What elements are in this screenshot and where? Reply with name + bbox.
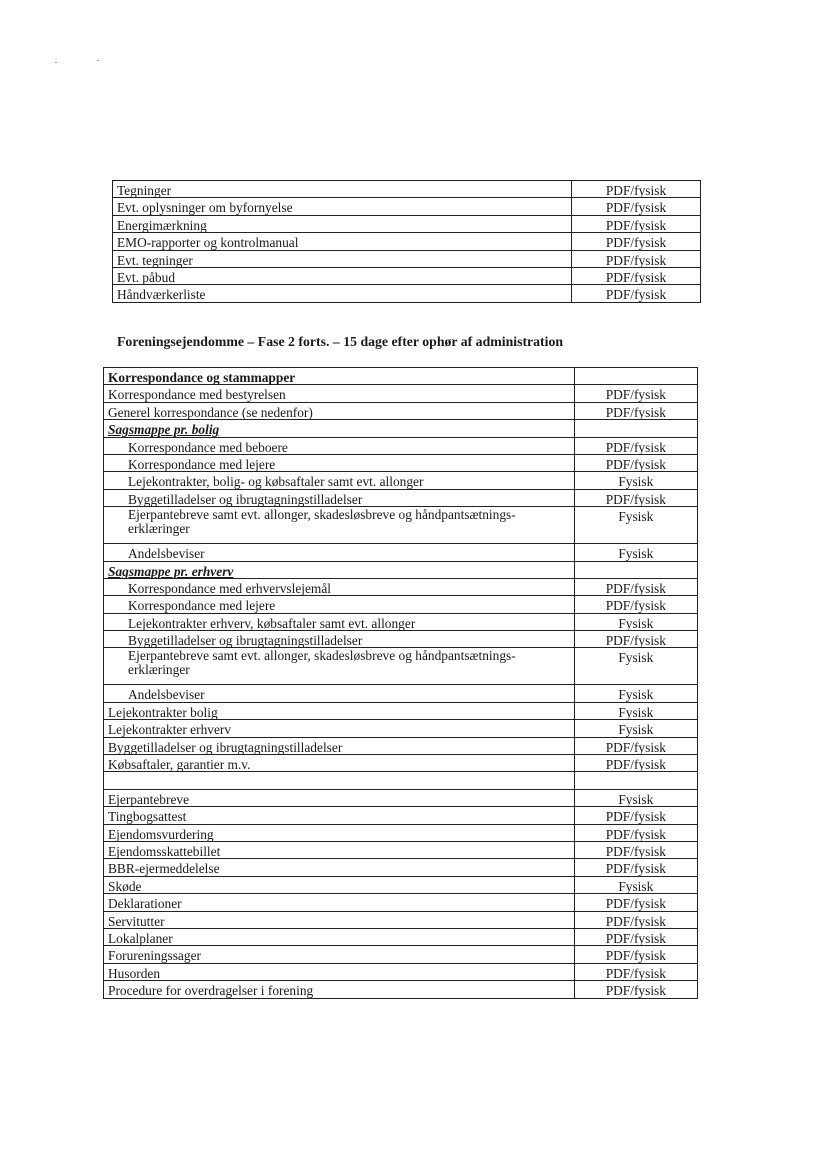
item-cell: Korrespondance med beboere xyxy=(104,437,575,454)
format-cell: PDF/fysisk xyxy=(574,928,697,945)
format-cell: PDF/fysisk xyxy=(574,489,697,506)
format-cell: Fysisk xyxy=(574,702,697,719)
item-cell: Generel korrespondance (se nedenfor) xyxy=(104,402,575,419)
format-cell: PDF/fysisk xyxy=(574,631,697,648)
item-cell: Lejekontrakter bolig xyxy=(104,702,575,719)
format-cell: Fysisk xyxy=(574,720,697,737)
item-cell: Byggetilladelser og ibrugtagningstilladelser xyxy=(104,489,575,506)
table-row xyxy=(104,596,698,613)
table-row xyxy=(104,841,698,858)
table-row xyxy=(104,981,698,998)
table-row xyxy=(104,454,698,471)
table-row xyxy=(104,544,698,561)
item-cell: Andelsbeviser xyxy=(104,685,575,702)
table-row xyxy=(113,233,701,250)
table-row xyxy=(104,824,698,841)
table-row xyxy=(104,911,698,928)
item-cell: Energimærkning xyxy=(113,215,572,232)
table-row xyxy=(104,561,698,578)
item-cell: Servitutter xyxy=(104,911,575,928)
format-cell: Fysisk xyxy=(574,685,697,702)
item-cell: Lejekontrakter erhverv, købsaftaler samt evt. allonger xyxy=(104,613,575,630)
format-cell: PDF/fysisk xyxy=(574,578,697,595)
item-cell: Tegninger xyxy=(113,181,572,198)
format-cell: Fysisk xyxy=(574,789,697,806)
format-cell: PDF/fysisk xyxy=(572,233,701,250)
format-cell: PDF/fysisk xyxy=(574,911,697,928)
format-cell: PDF/fysisk xyxy=(574,963,697,980)
table-row xyxy=(104,489,698,506)
item-cell: Byggetilladelser og ibrugtagningstilladelser xyxy=(104,631,575,648)
format-cell: Fysisk xyxy=(574,472,697,489)
table-row xyxy=(104,368,698,385)
format-cell: PDF/fysisk xyxy=(574,824,697,841)
table-row xyxy=(104,755,698,772)
format-cell: PDF/fysisk xyxy=(572,181,701,198)
format-cell: PDF/fysisk xyxy=(572,198,701,215)
table-row xyxy=(104,894,698,911)
format-cell: PDF/fysisk xyxy=(574,385,697,402)
format-cell: PDF/fysisk xyxy=(574,894,697,911)
format-cell: PDF/fysisk xyxy=(574,437,697,454)
table-row xyxy=(104,648,698,685)
scan-speck xyxy=(97,60,99,61)
item-cell: Korrespondance med bestyrelsen xyxy=(104,385,575,402)
format-cell: PDF/fysisk xyxy=(574,807,697,824)
group-heading: Korrespondance og stammapper xyxy=(104,368,575,385)
format-cell: Fysisk xyxy=(574,544,697,561)
scan-speck xyxy=(55,62,57,63)
item-cell: Lejekontrakter, bolig- og købsaftaler samt evt. allonger xyxy=(104,472,575,489)
table-row xyxy=(104,472,698,489)
item-cell: Husorden xyxy=(104,963,575,980)
format-cell: PDF/fysisk xyxy=(574,402,697,419)
table-row xyxy=(104,420,698,437)
format-cell: PDF/fysisk xyxy=(574,454,697,471)
item-cell: Håndværkerliste xyxy=(113,285,572,302)
table-row xyxy=(104,789,698,806)
table-row xyxy=(104,859,698,876)
format-cell xyxy=(574,561,697,578)
item-cell: Deklarationer xyxy=(104,894,575,911)
item-cell: Lokalplaner xyxy=(104,928,575,945)
item-cell: Evt. påbud xyxy=(113,267,572,284)
item-cell: Ejendomsskattebillet xyxy=(104,841,575,858)
item-cell: Ejerpantebreve samt evt. allonger, skadesløsbreve og håndpantsætnings-erklæringer xyxy=(104,507,575,544)
format-cell: PDF/fysisk xyxy=(574,596,697,613)
table-row xyxy=(104,702,698,719)
item-cell xyxy=(104,772,575,789)
format-cell: PDF/fysisk xyxy=(572,215,701,232)
item-cell: Ejerpantebreve samt evt. allonger, skadesløsbreve og håndpantsætnings-erklæringer xyxy=(104,648,575,685)
format-cell: PDF/fysisk xyxy=(574,859,697,876)
format-cell: PDF/fysisk xyxy=(574,737,697,754)
item-cell: Tingbogsattest xyxy=(104,807,575,824)
section-title: Foreningsejendomme – Fase 2 forts. – 15 dage efter ophør af administration xyxy=(117,334,564,349)
format-cell: Fysisk xyxy=(574,876,697,893)
table-row xyxy=(104,876,698,893)
item-cell: Evt. oplysninger om byfornyelse xyxy=(113,198,572,215)
table-row xyxy=(113,250,701,267)
format-cell: PDF/fysisk xyxy=(572,250,701,267)
format-cell xyxy=(574,368,697,385)
item-cell: Korrespondance med erhvervslejemål xyxy=(104,578,575,595)
item-cell: Ejendomsvurdering xyxy=(104,824,575,841)
item-cell: Ejerpantebreve xyxy=(104,789,575,806)
table-row xyxy=(104,613,698,630)
format-cell: PDF/fysisk xyxy=(574,755,697,772)
table-row xyxy=(104,402,698,419)
table-row xyxy=(104,437,698,454)
documents-table-1 xyxy=(112,180,701,303)
table-row xyxy=(104,385,698,402)
item-cell: BBR-ejermeddelelse xyxy=(104,859,575,876)
format-cell: PDF/fysisk xyxy=(574,841,697,858)
item-cell: Andelsbeviser xyxy=(104,544,575,561)
table-row xyxy=(104,720,698,737)
table-row xyxy=(104,807,698,824)
format-cell: Fysisk xyxy=(574,613,697,630)
table-row xyxy=(104,928,698,945)
table-row xyxy=(104,685,698,702)
table-row xyxy=(113,267,701,284)
format-cell: PDF/fysisk xyxy=(572,267,701,284)
table-row xyxy=(113,198,701,215)
subsection-heading: Sagsmappe pr. bolig xyxy=(104,420,575,437)
format-cell: Fysisk xyxy=(574,648,697,685)
table-row-empty xyxy=(104,772,698,789)
table-row xyxy=(113,181,701,198)
table-row xyxy=(113,285,701,302)
format-cell xyxy=(574,772,697,789)
format-cell: Fysisk xyxy=(574,507,697,544)
table-row xyxy=(104,963,698,980)
item-cell: Korrespondance med lejere xyxy=(104,596,575,613)
table-row xyxy=(104,737,698,754)
item-cell: EMO-rapporter og kontrolmanual xyxy=(113,233,572,250)
format-cell: PDF/fysisk xyxy=(574,981,697,998)
item-cell: Byggetilladelser og ibrugtagningstilladelser xyxy=(104,737,575,754)
format-cell: PDF/fysisk xyxy=(574,946,697,963)
table-row xyxy=(104,578,698,595)
subsection-heading: Sagsmappe pr. erhverv xyxy=(104,561,575,578)
table-row xyxy=(104,946,698,963)
item-cell: Lejekontrakter erhverv xyxy=(104,720,575,737)
format-cell: PDF/fysisk xyxy=(572,285,701,302)
documents-table-2 xyxy=(103,367,698,999)
item-cell: Procedure for overdragelser i forening xyxy=(104,981,575,998)
item-cell: Skøde xyxy=(104,876,575,893)
table-row xyxy=(113,215,701,232)
format-cell xyxy=(574,420,697,437)
item-cell: Forureningssager xyxy=(104,946,575,963)
table-row xyxy=(104,507,698,544)
item-cell: Købsaftaler, garantier m.v. xyxy=(104,755,575,772)
table-row xyxy=(104,631,698,648)
item-cell: Evt. tegninger xyxy=(113,250,572,267)
item-cell: Korrespondance med lejere xyxy=(104,454,575,471)
